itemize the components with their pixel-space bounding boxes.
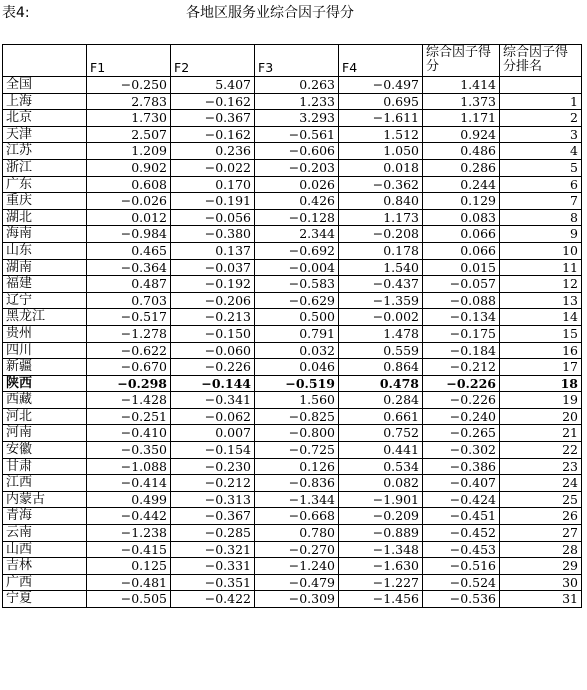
rank-cell: 4	[500, 143, 582, 160]
composite-score-cell: 0.244	[423, 176, 500, 193]
f3-cell: −0.004	[255, 259, 339, 276]
region-cell: 宁夏	[3, 591, 87, 608]
f3-cell: 0.032	[255, 342, 339, 359]
region-cell: 青海	[3, 508, 87, 525]
f2-cell: −0.422	[171, 591, 255, 608]
table-caption	[2, 2, 354, 22]
f1-cell: 0.703	[87, 292, 171, 309]
f1-cell: 0.487	[87, 276, 171, 293]
f4-cell: 0.864	[339, 359, 423, 376]
f3-cell: −1.344	[255, 491, 339, 508]
f1-cell: 0.499	[87, 491, 171, 508]
rank-cell: 27	[500, 525, 582, 542]
rank-cell: 21	[500, 425, 582, 442]
region-cell: 上海	[3, 93, 87, 110]
f3-cell: 3.293	[255, 110, 339, 127]
region-cell: 陕西	[3, 375, 87, 392]
f3-cell: −0.203	[255, 159, 339, 176]
f4-cell: −1.611	[339, 110, 423, 127]
f1-cell: −0.350	[87, 442, 171, 459]
f1-cell: 2.507	[87, 126, 171, 143]
f1-cell: 2.783	[87, 93, 171, 110]
region-cell: 重庆	[3, 193, 87, 210]
f1-cell: −0.415	[87, 541, 171, 558]
composite-score-cell: −0.212	[423, 359, 500, 376]
composite-score-cell: −0.452	[423, 525, 500, 542]
f1-cell: −0.298	[87, 375, 171, 392]
region-cell: 江苏	[3, 143, 87, 160]
f4-cell: 1.540	[339, 259, 423, 276]
table-row	[3, 159, 582, 176]
f4-cell: −0.437	[339, 276, 423, 293]
f1-cell: 0.465	[87, 242, 171, 259]
f1-cell: −0.026	[87, 193, 171, 210]
f4-cell: 1.173	[339, 209, 423, 226]
region-cell: 河南	[3, 425, 87, 442]
table-row	[3, 143, 582, 160]
composite-score-cell: 0.924	[423, 126, 500, 143]
f3-cell: 1.233	[255, 93, 339, 110]
composite-score-cell: −0.407	[423, 475, 500, 492]
rank-cell: 11	[500, 259, 582, 276]
table-row	[3, 458, 582, 475]
f4-cell: −1.227	[339, 574, 423, 591]
f2-cell: −0.022	[171, 159, 255, 176]
composite-score-cell: 0.286	[423, 159, 500, 176]
header-f4: F4	[339, 45, 423, 77]
f1-cell: −0.251	[87, 408, 171, 425]
f1-cell: −1.238	[87, 525, 171, 542]
region-cell: 湖北	[3, 209, 87, 226]
composite-score-cell: −0.226	[423, 392, 500, 409]
f4-cell: 0.284	[339, 392, 423, 409]
f2-cell: −0.213	[171, 309, 255, 326]
table-row	[3, 77, 582, 94]
f2-cell: 5.407	[171, 77, 255, 94]
f2-cell: −0.037	[171, 259, 255, 276]
f3-cell: −0.668	[255, 508, 339, 525]
composite-score-cell: −0.451	[423, 508, 500, 525]
f4-cell: 0.441	[339, 442, 423, 459]
f1-cell: −1.428	[87, 392, 171, 409]
f2-cell: −0.321	[171, 541, 255, 558]
f1-cell: −0.481	[87, 574, 171, 591]
table-row	[3, 375, 582, 392]
f2-cell: 0.007	[171, 425, 255, 442]
region-cell: 北京	[3, 110, 87, 127]
region-cell: 天津	[3, 126, 87, 143]
rank-cell: 29	[500, 558, 582, 575]
f3-cell: 0.426	[255, 193, 339, 210]
rank-cell: 23	[500, 458, 582, 475]
f3-cell: 0.780	[255, 525, 339, 542]
f3-cell: −0.692	[255, 242, 339, 259]
header-row	[3, 45, 582, 77]
factor-score-table	[2, 44, 582, 608]
region-cell: 贵州	[3, 325, 87, 342]
f3-cell: −0.519	[255, 375, 339, 392]
rank-cell: 18	[500, 375, 582, 392]
composite-score-cell: −0.175	[423, 325, 500, 342]
region-cell: 全国	[3, 77, 87, 94]
rank-cell: 14	[500, 309, 582, 326]
composite-score-cell: 0.083	[423, 209, 500, 226]
f4-cell: 0.534	[339, 458, 423, 475]
f4-cell: −1.456	[339, 591, 423, 608]
table-row	[3, 309, 582, 326]
f3-cell: −0.270	[255, 541, 339, 558]
composite-score-cell: −0.088	[423, 292, 500, 309]
f3-cell: −0.836	[255, 475, 339, 492]
f2-cell: −0.144	[171, 375, 255, 392]
f2-cell: −0.313	[171, 491, 255, 508]
table-row	[3, 126, 582, 143]
f1-cell: 0.608	[87, 176, 171, 193]
table-row	[3, 242, 582, 259]
f3-cell: 2.344	[255, 226, 339, 243]
composite-score-cell: 0.066	[423, 242, 500, 259]
f2-cell: −0.367	[171, 110, 255, 127]
composite-score-cell: −0.184	[423, 342, 500, 359]
rank-cell: 1	[500, 93, 582, 110]
f4-cell: 1.050	[339, 143, 423, 160]
f2-cell: −0.212	[171, 475, 255, 492]
composite-score-cell: 0.066	[423, 226, 500, 243]
composite-score-cell: −0.057	[423, 276, 500, 293]
f3-cell: −0.606	[255, 143, 339, 160]
region-cell: 吉林	[3, 558, 87, 575]
f2-cell: 0.170	[171, 176, 255, 193]
f4-cell: 0.082	[339, 475, 423, 492]
region-cell: 西藏	[3, 392, 87, 409]
f2-cell: −0.351	[171, 574, 255, 591]
table-row	[3, 392, 582, 409]
f1-cell: 0.902	[87, 159, 171, 176]
f3-cell: 1.560	[255, 392, 339, 409]
f2-cell: −0.150	[171, 325, 255, 342]
table-row	[3, 442, 582, 459]
f4-cell: 0.752	[339, 425, 423, 442]
f2-cell: −0.230	[171, 458, 255, 475]
rank-cell: 15	[500, 325, 582, 342]
region-cell: 江西	[3, 475, 87, 492]
composite-score-cell: 0.129	[423, 193, 500, 210]
table-row	[3, 193, 582, 210]
f2-cell: −0.191	[171, 193, 255, 210]
region-cell: 辽宁	[3, 292, 87, 309]
f3-cell: 0.791	[255, 325, 339, 342]
region-cell: 广西	[3, 574, 87, 591]
table-row	[3, 408, 582, 425]
f2-cell: −0.206	[171, 292, 255, 309]
composite-score-cell: −0.524	[423, 574, 500, 591]
f1-cell: −0.410	[87, 425, 171, 442]
rank-cell: 26	[500, 508, 582, 525]
table-number: 表4:	[2, 5, 30, 21]
f4-cell: 0.559	[339, 342, 423, 359]
table-row	[3, 325, 582, 342]
f4-cell: 0.695	[339, 93, 423, 110]
f3-cell: 0.500	[255, 309, 339, 326]
region-cell: 安徽	[3, 442, 87, 459]
f4-cell: 1.478	[339, 325, 423, 342]
f4-cell: 0.178	[339, 242, 423, 259]
f3-cell: −0.825	[255, 408, 339, 425]
header-composite-score: 综合因子得分	[423, 45, 500, 77]
region-cell: 新疆	[3, 359, 87, 376]
f3-cell: −0.800	[255, 425, 339, 442]
header-composite-rank: 综合因子得分排名	[500, 45, 582, 77]
f4-cell: −1.348	[339, 541, 423, 558]
f3-cell: −0.561	[255, 126, 339, 143]
f1-cell: −0.505	[87, 591, 171, 608]
f3-cell: −0.479	[255, 574, 339, 591]
rank-cell	[500, 77, 582, 94]
table-row	[3, 276, 582, 293]
region-cell: 内蒙古	[3, 491, 87, 508]
header-region	[3, 45, 87, 77]
table-row	[3, 574, 582, 591]
f2-cell: −0.056	[171, 209, 255, 226]
f3-cell: 0.126	[255, 458, 339, 475]
f1-cell: −0.517	[87, 309, 171, 326]
table-row	[3, 491, 582, 508]
rank-cell: 19	[500, 392, 582, 409]
f4-cell: −0.362	[339, 176, 423, 193]
f4-cell: −0.002	[339, 309, 423, 326]
region-cell: 甘肃	[3, 458, 87, 475]
composite-score-cell: −0.424	[423, 491, 500, 508]
f2-cell: −0.226	[171, 359, 255, 376]
composite-score-cell: −0.302	[423, 442, 500, 459]
f4-cell: 0.478	[339, 375, 423, 392]
composite-score-cell: −0.536	[423, 591, 500, 608]
rank-cell: 12	[500, 276, 582, 293]
f3-cell: −1.240	[255, 558, 339, 575]
region-cell: 云南	[3, 525, 87, 542]
rank-cell: 30	[500, 574, 582, 591]
f2-cell: −0.331	[171, 558, 255, 575]
table-title: 各地区服务业综合因子得分	[186, 5, 354, 21]
table-row	[3, 525, 582, 542]
f4-cell: −1.901	[339, 491, 423, 508]
f1-cell: −0.250	[87, 77, 171, 94]
f2-cell: −0.162	[171, 93, 255, 110]
f2-cell: −0.380	[171, 226, 255, 243]
table-row	[3, 342, 582, 359]
composite-score-cell: 1.414	[423, 77, 500, 94]
f1-cell: −0.364	[87, 259, 171, 276]
table-row	[3, 292, 582, 309]
f2-cell: −0.285	[171, 525, 255, 542]
rank-cell: 2	[500, 110, 582, 127]
rank-cell: 3	[500, 126, 582, 143]
f1-cell: −1.278	[87, 325, 171, 342]
f1-cell: 0.012	[87, 209, 171, 226]
region-cell: 湖南	[3, 259, 87, 276]
rank-cell: 10	[500, 242, 582, 259]
table-row	[3, 359, 582, 376]
region-cell: 海南	[3, 226, 87, 243]
f2-cell: −0.062	[171, 408, 255, 425]
f3-cell: −0.309	[255, 591, 339, 608]
f1-cell: −0.442	[87, 508, 171, 525]
f1-cell: −0.622	[87, 342, 171, 359]
f3-cell: −0.725	[255, 442, 339, 459]
f4-cell: 0.018	[339, 159, 423, 176]
rank-cell: 6	[500, 176, 582, 193]
rank-cell: 25	[500, 491, 582, 508]
f4-cell: 0.840	[339, 193, 423, 210]
f1-cell: 1.209	[87, 143, 171, 160]
table-body	[3, 77, 582, 608]
composite-score-cell: −0.265	[423, 425, 500, 442]
f1-cell: 1.730	[87, 110, 171, 127]
f1-cell: −0.984	[87, 226, 171, 243]
f2-cell: 0.236	[171, 143, 255, 160]
composite-score-cell: −0.240	[423, 408, 500, 425]
composite-score-cell: −0.386	[423, 458, 500, 475]
rank-cell: 24	[500, 475, 582, 492]
composite-score-cell: −0.516	[423, 558, 500, 575]
region-cell: 河北	[3, 408, 87, 425]
region-cell: 广东	[3, 176, 87, 193]
f1-cell: 0.125	[87, 558, 171, 575]
rank-cell: 28	[500, 541, 582, 558]
table-row	[3, 93, 582, 110]
f3-cell: −0.128	[255, 209, 339, 226]
table-row	[3, 226, 582, 243]
rank-cell: 16	[500, 342, 582, 359]
f2-cell: −0.162	[171, 126, 255, 143]
rank-cell: 17	[500, 359, 582, 376]
f2-cell: −0.341	[171, 392, 255, 409]
table-row	[3, 110, 582, 127]
rank-cell: 5	[500, 159, 582, 176]
f3-cell: 0.263	[255, 77, 339, 94]
composite-score-cell: −0.226	[423, 375, 500, 392]
table-row	[3, 425, 582, 442]
f4-cell: −0.209	[339, 508, 423, 525]
rank-cell: 13	[500, 292, 582, 309]
composite-score-cell: −0.453	[423, 541, 500, 558]
f4-cell: −0.889	[339, 525, 423, 542]
table-row	[3, 259, 582, 276]
region-cell: 浙江	[3, 159, 87, 176]
table-row	[3, 176, 582, 193]
table-row	[3, 209, 582, 226]
header-f3: F3	[255, 45, 339, 77]
rank-cell: 9	[500, 226, 582, 243]
f4-cell: 0.661	[339, 408, 423, 425]
composite-score-cell: 1.171	[423, 110, 500, 127]
f2-cell: 0.137	[171, 242, 255, 259]
composite-score-cell: 1.373	[423, 93, 500, 110]
f1-cell: −0.414	[87, 475, 171, 492]
f4-cell: 1.512	[339, 126, 423, 143]
table-row	[3, 541, 582, 558]
header-f1: F1	[87, 45, 171, 77]
region-cell: 山东	[3, 242, 87, 259]
f4-cell: −1.630	[339, 558, 423, 575]
rank-cell: 31	[500, 591, 582, 608]
table-row	[3, 558, 582, 575]
rank-cell: 20	[500, 408, 582, 425]
region-cell: 黑龙江	[3, 309, 87, 326]
f4-cell: −0.208	[339, 226, 423, 243]
f1-cell: −0.670	[87, 359, 171, 376]
region-cell: 福建	[3, 276, 87, 293]
f3-cell: −0.583	[255, 276, 339, 293]
region-cell: 山西	[3, 541, 87, 558]
composite-score-cell: 0.486	[423, 143, 500, 160]
header-f2: F2	[171, 45, 255, 77]
rank-cell: 7	[500, 193, 582, 210]
region-cell: 四川	[3, 342, 87, 359]
f4-cell: −1.359	[339, 292, 423, 309]
composite-score-cell: 0.015	[423, 259, 500, 276]
f3-cell: 0.026	[255, 176, 339, 193]
table-row	[3, 591, 582, 608]
rank-cell: 22	[500, 442, 582, 459]
f2-cell: −0.154	[171, 442, 255, 459]
f3-cell: 0.046	[255, 359, 339, 376]
f2-cell: −0.060	[171, 342, 255, 359]
f4-cell: −0.497	[339, 77, 423, 94]
f3-cell: −0.629	[255, 292, 339, 309]
f2-cell: −0.192	[171, 276, 255, 293]
table-row	[3, 508, 582, 525]
rank-cell: 8	[500, 209, 582, 226]
table-row	[3, 475, 582, 492]
f1-cell: −1.088	[87, 458, 171, 475]
f2-cell: −0.367	[171, 508, 255, 525]
composite-score-cell: −0.134	[423, 309, 500, 326]
